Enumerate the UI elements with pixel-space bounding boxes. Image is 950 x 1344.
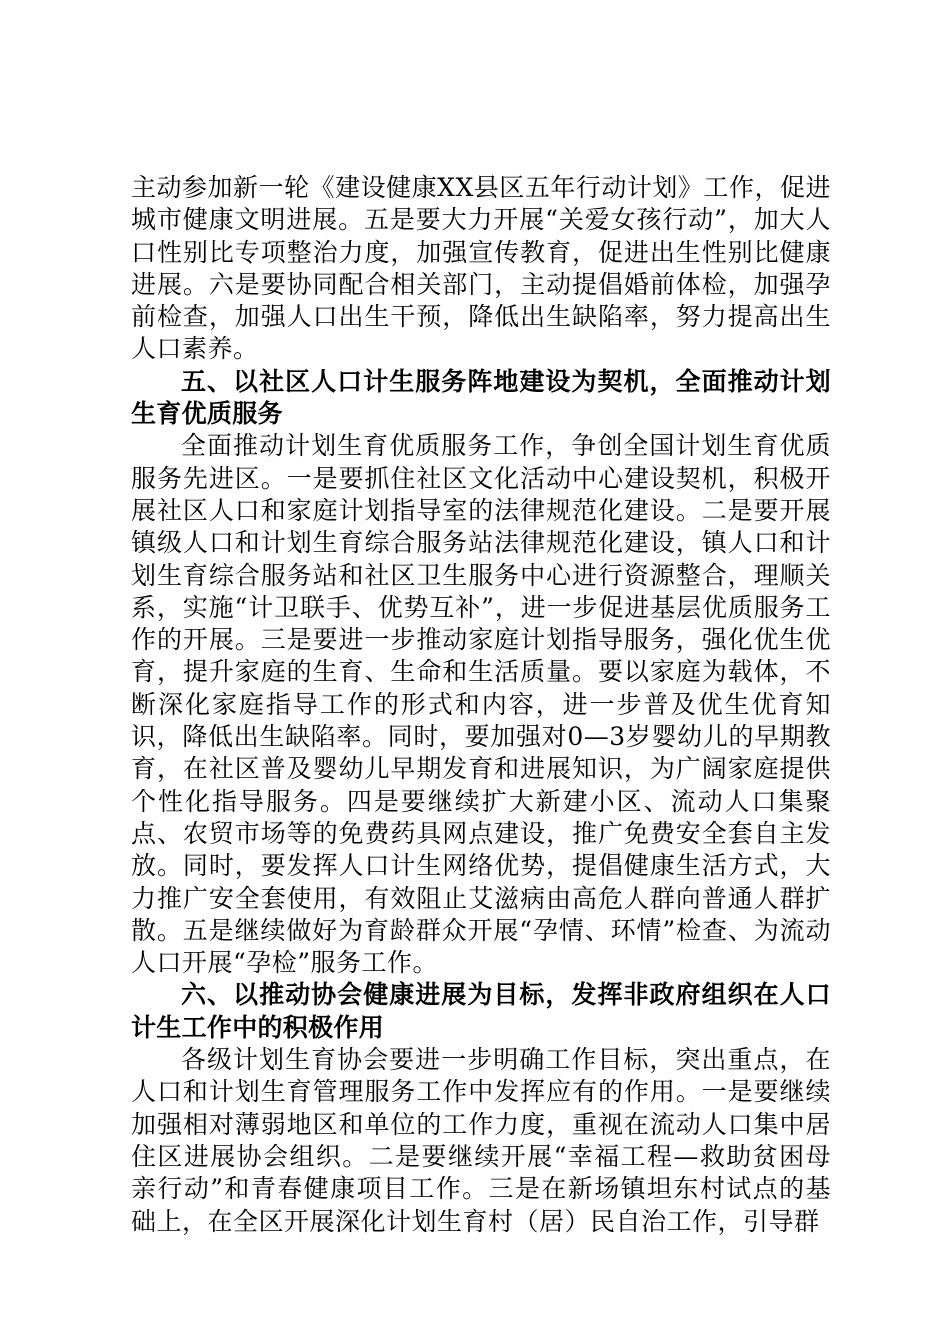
section-heading-5: 五、以社区人口计生服务阵地建设为契机，全面推动计划生育优质服务 [131,366,831,429]
paragraph-section-6: 各级计划生育协会要进一步明确工作目标，突出重点，在人口和计划生育管理服务工作中发挥应有的作用。一是要继续加强相对薄弱地区和单位的工作力度，重视在流动人口集中居住区进展协会组织。二是要继续开展“幸福工程—救助贫困母亲行动”和青春健康项目工作。三是在新场镇坦东村试点的基础上，在全区开展深化计划生育村（居）民自治工作，引导群 [131,1045,831,1236]
paragraph-continued: 主动参加新一轮《建设健康XX县区五年行动计划》工作，促进城市健康文明进展。五是要大力开展“关爱女孩行动”，加大人口性别比专项整治力度，加强宣传教育，促进出生性别比健康进展。六是要协同配合相关部门，主动提倡婚前体检，加强孕前检查，加强人口出生干预，降低出生缺陷率，努力提高出生人口素养。 [131,173,831,364]
section-heading-6: 六、以推动协会健康进展为目标，发挥非政府组织在人口计生工作中的积极作用 [131,980,831,1042]
paragraph-section-5: 全面推动计划生育优质服务工作，争创全国计划生育优质服务先进区。一是要抓住社区文化活动中心建设契机，积极开展社区人口和家庭计划指导室的法律规范化建设。二是要开展镇级人口和计划生育综合服务站法律规范化建设，镇人口和计划生育综合服务站和社区卫生服务中心进行资源整合，理顺关系，实施“计卫联手、优势互补”，进一步促进基层优质服务工作的开展。三是要进一步推动家庭计划指导服务，强化优生优育，提升家庭的生育、生命和生活质量。要以家庭为载体，不断深化家庭指导工作的形式和内容，进一步普及优生优育知识，降低出生缺陷率。同时，要加强对0—3岁婴幼儿的早期教育，在社区普及婴幼儿早期发育和进展知识，为广阔家庭提供个性化指导服务。四是要继续扩大新建小区、流动人口集聚点、农贸市场等的免费药具网点建设，推广免费安全套自主发放。同时，要发挥人口计生网络优势，提倡健康生活方式，大力推广安全套使用，有效阻止艾滋病由高危人群向普通人群扩散。五是继续做好为育龄群众开展“孕情、环情”检查、为流动人口开展“孕检”服务工作。 [131,431,831,978]
document-body [131,172,831,1238]
